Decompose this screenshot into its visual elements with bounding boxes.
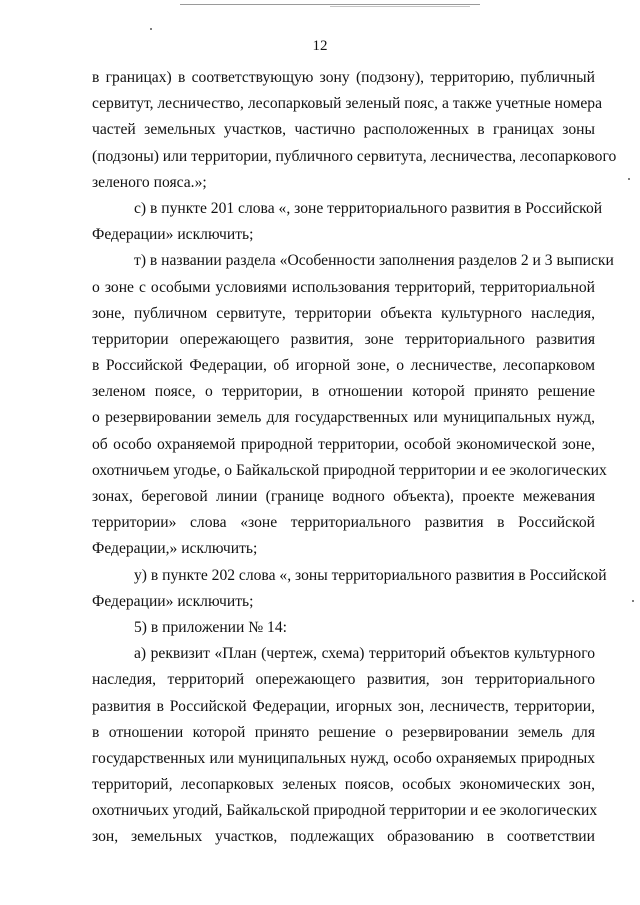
text-line: охотничьем угодье, о Байкальской природной территории и ее экологических [92, 461, 607, 479]
paragraph-item-a [92, 641, 598, 851]
text-line: о резервировании земель для государственных или муниципальных нужд, [92, 409, 595, 427]
text-line: о зоне с особыми условиями использования территорий, территориальной [92, 278, 595, 296]
text-line: зоне, публичном сервитуте, территории объекта культурного наследия, [92, 304, 595, 322]
text-line: Федерации» исключить; [92, 226, 254, 244]
text-line: территории» слова «зоне территориального развития в Российской [92, 514, 595, 532]
paragraph-item-t [92, 248, 614, 562]
text-line: территории опережающего развития, зоне территориального развития [92, 330, 595, 348]
scan-artifact-dot [632, 600, 634, 602]
scan-artifact-line [180, 4, 480, 5]
text-line: с) в пункте 201 слова «, зоне территориального развития в Российской [134, 199, 603, 217]
text-line: наследия, территорий опережающего развития, зон территориального [92, 671, 595, 689]
text-line: об особо охраняемой природной территории, особой экономической зоне, [92, 435, 595, 453]
text-line: (подзоны) или территории, публичного сервитута, лесничества, лесопаркового [92, 147, 617, 165]
text-line: развития в Российской Федерации, игорных зон, лесничеств, территории, [92, 697, 595, 715]
text-line: у) в пункте 202 слова «, зоны территориального развития в Российской [134, 566, 607, 584]
scan-artifact-line [330, 6, 470, 7]
text-line: зеленого пояса.»; [92, 173, 207, 191]
text-line: зеленом поясе, о территории, в отношении которой принято решение [92, 383, 595, 401]
paragraph-item-u [92, 563, 607, 615]
text-line: а) реквизит «План (чертеж, схема) территорий объектов культурного [134, 645, 595, 663]
text-line: территорий, лесопарковых зеленых поясов, особых экономических зон, [92, 776, 595, 794]
scan-artifact-dot [150, 28, 152, 30]
text-line: в отношении которой принято решение о резервировании земель для [92, 723, 595, 741]
text-line: Федерации,» исключить; [92, 540, 258, 558]
text-line: в границах) в соответствующую зону (подзону), территорию, публичный [92, 69, 595, 86]
text-line: охотничьих угодий, Байкальской природной территории и ее экологических [92, 802, 598, 820]
text-line: 5) в приложении № 14: [134, 618, 287, 636]
document-body [92, 65, 617, 851]
text-line: Федерации» исключить; [92, 592, 254, 610]
text-line: в Российской Федерации, об игорной зоне, о лесничестве, лесопарковом [92, 357, 595, 375]
paragraph-item-c [92, 196, 603, 248]
scan-artifact-dot [628, 178, 630, 180]
text-line: т) в названии раздела «Особенности заполнения разделов 2 и 3 выписки [134, 252, 614, 270]
text-line: зон, земельных участков, подлежащих образованию в соответствии [92, 828, 595, 846]
text-line: зонах, береговой линии (границе водного объекта), проекте межевания [92, 488, 595, 505]
page-number: 12 [312, 38, 328, 54]
paragraph-item-5 [92, 615, 595, 641]
paragraph-continuation [92, 65, 617, 196]
text-line: сервитут, лесничество, лесопарковый зеленый пояс, а также учетные номера [92, 95, 603, 113]
text-line: государственных или муниципальных нужд, особо охраняемых природных [92, 749, 595, 767]
text-line: частей земельных участков, частично расположенных в границах зоны [92, 121, 595, 139]
